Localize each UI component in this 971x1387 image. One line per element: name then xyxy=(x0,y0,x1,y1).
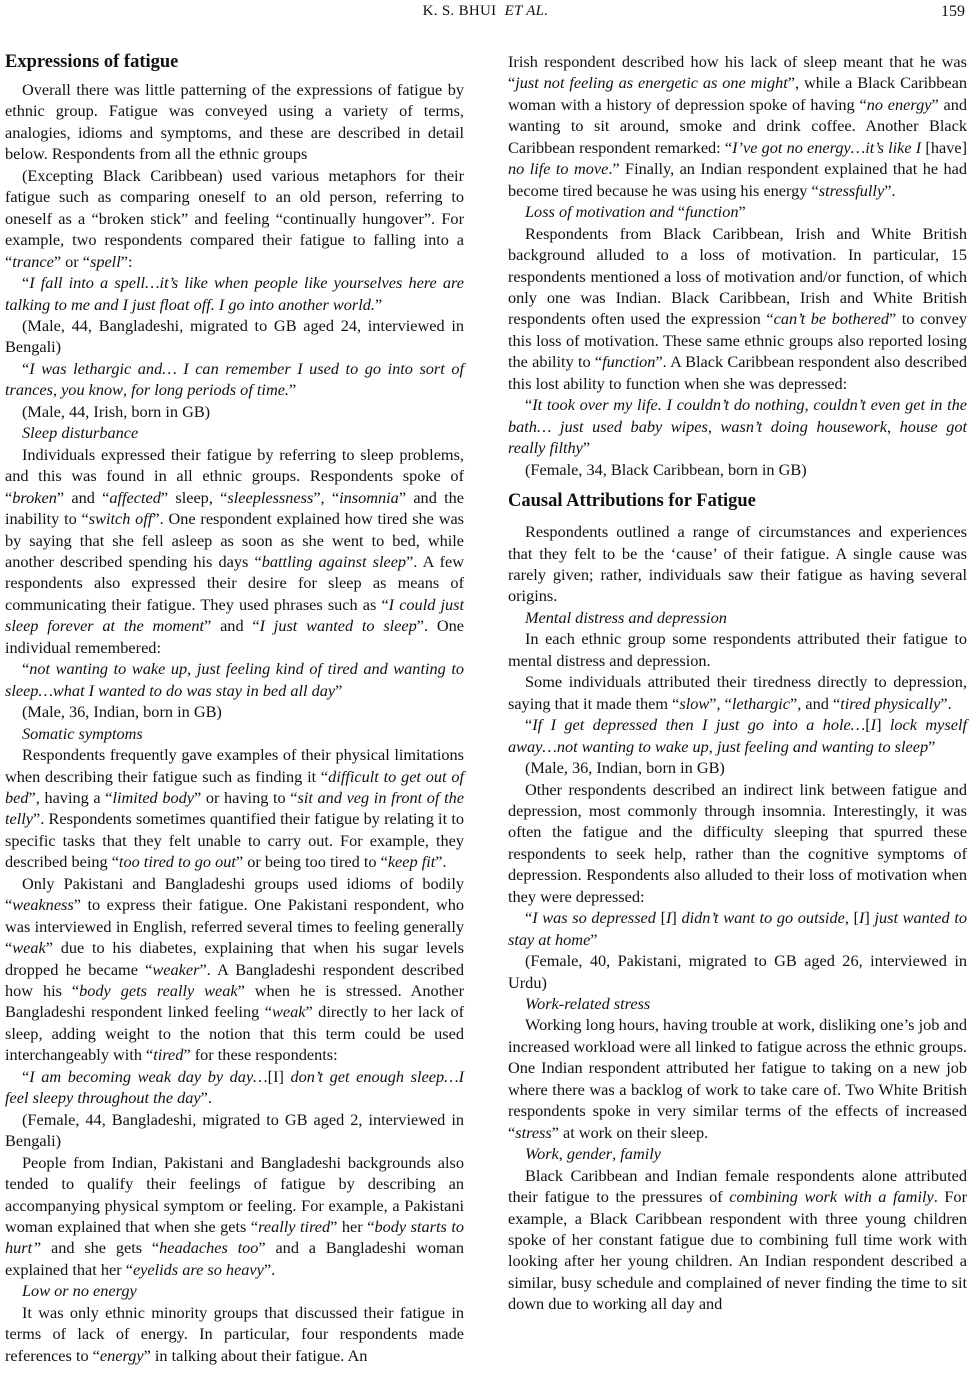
italic-text: If I get depressed then I just go into a hole… xyxy=(532,715,866,735)
text-run: Individuals expressed their fatigue by referring to sleep problems, and this was found in all ethnic groups. Respondents spoke of “ xyxy=(5,444,464,507)
text-run: Some individuals attributed their tiredness directly to depression, saying that it made them “ xyxy=(508,672,967,713)
italic-text: sleeplessness xyxy=(227,487,314,507)
text-run: People from Indian, Pakistani and Bangladeshi backgrounds also tended to qualify their feelings of fatigue by describing an accompanying physical symptom or feeling. For example, a Pakistani woman explained that when she gets “ xyxy=(5,1152,464,1237)
italic-text: trance xyxy=(12,251,54,271)
paragraph xyxy=(5,701,464,722)
paragraph xyxy=(5,315,464,358)
paragraph xyxy=(5,1152,464,1281)
text-run: (Male, 44, Bangladeshi, migrated to GB aged 24, interviewed in Bengali) xyxy=(5,315,464,357)
text-run: , xyxy=(52,380,62,400)
text-run: ” due to his diabetes, explaining that when his sugar levels dropped he became “ xyxy=(5,938,464,979)
text-run: (Excepting Black Caribbean) used various metaphors for their fatigue such as comparing oneself to an old person, referring to oneself as a “broken stick” and feeling “continually hungover”. For example, two respondents compared their fatigue to falling into a “ xyxy=(5,165,464,271)
italic-text: can’t be bothered xyxy=(773,309,889,329)
text-run: [I] xyxy=(267,1066,291,1086)
section-heading xyxy=(5,51,464,73)
text-run: ” or having to “ xyxy=(193,787,298,807)
text-run: Respondents outlined a range of circumstances and experiences that they felt to be the ‘cause’ of their fatigue. A single cause was rarely given; rather, individuals saw their fatigue as having several origins. xyxy=(508,522,967,606)
text-run: (Female, 34, Black Caribbean, born in GB) xyxy=(525,459,807,479)
text-run: ” xyxy=(928,736,936,756)
page-number: 159 xyxy=(941,3,965,20)
text-run: ”. xyxy=(263,1259,276,1279)
paragraph xyxy=(5,358,464,401)
text-run: Mental distress and depression xyxy=(525,607,727,627)
paragraph xyxy=(508,779,967,908)
text-run: gender xyxy=(566,1144,613,1164)
italic-text: I was so depressed xyxy=(532,908,656,928)
text-run: ” and a Bangladeshi woman explained that her “ xyxy=(5,1238,465,1279)
italic-text: I xyxy=(858,908,865,928)
subsection-heading xyxy=(5,723,464,744)
text-run: ” xyxy=(289,380,297,400)
text-run: It was only ethnic minority groups that discussed their fatigue in terms of lack of energy. In particular, four respondents made references to “ xyxy=(5,1302,464,1365)
italic-text: I was lethargic and… I can remember I used to go into sort of trances xyxy=(5,358,464,400)
text-run: Work xyxy=(525,1144,559,1164)
text-run: ”. xyxy=(884,180,896,200)
text-run: ” or being too tired to “ xyxy=(235,852,388,872)
italic-text: just wanted to stay at home xyxy=(508,908,967,949)
text-run: , xyxy=(804,395,814,415)
text-run: “ xyxy=(22,273,30,293)
text-run: ” xyxy=(374,294,383,314)
text-run: Respondents from Black Caribbean, Irish and White British background alluded to a loss of motivation. In particular, 15 respondents mentioned a loss of motivation and/or function, of which only one was Indian. Black Caribbean, Irish and White British respondents often used the expression “ xyxy=(508,223,967,329)
upright-text: “ xyxy=(677,202,686,222)
italic-text: weak xyxy=(272,1002,306,1022)
italic-text: tired xyxy=(153,1045,184,1065)
text-run: ”, having a “ xyxy=(28,787,113,807)
italic-text: combining work with a family xyxy=(729,1187,934,1207)
text-run: Only Pakistani and Bangladeshi groups used idioms of bodily “ xyxy=(5,873,464,915)
paragraph xyxy=(508,714,967,757)
italic-text: just not feeling as energetic as one might xyxy=(515,73,788,93)
text-run: [ xyxy=(865,715,871,735)
text-run: ” and the inability to “ xyxy=(5,487,464,529)
author-names: K. S. BHUI xyxy=(422,3,497,19)
paragraph xyxy=(5,1066,464,1109)
text-run: [have] xyxy=(921,137,967,157)
text-run: ” xyxy=(590,929,598,949)
text-run: ] xyxy=(671,908,682,928)
paragraph xyxy=(508,521,967,607)
italic-text: I am becoming weak day by day… xyxy=(29,1066,268,1086)
text-run: ”. One respondent explained how tired she was by saying that she fell asleep as soon as she went to bed, while another described spending his days “ xyxy=(5,509,465,571)
text-run: (Female, 40, Pakistani, migrated to GB aged 26, interviewed in Urdu) xyxy=(508,951,967,992)
text-run: “ xyxy=(22,358,30,378)
text-run: “ xyxy=(525,395,533,415)
italic-text: I fall into a spell…it’s like when people like yourselves here are talking to me and I just float off. I go into another world. xyxy=(5,273,464,314)
text-run: ”. Respondents sometimes quantified their fatigue by relating it to specific tasks that they felt unable to carry out. For example, they described being “ xyxy=(5,809,464,872)
text-run: Working long hours, having trouble at work, disliking one’s job and increased workload were all linked to fatigue across the ethnic groups. One Indian respondent attributed her fatigue to taking on a new job where there was a backlog of work to take care of. Two White British respondents spoke in very similar terms of the effects of increased “ xyxy=(508,1015,967,1142)
text-run: “ xyxy=(22,659,30,679)
paragraph xyxy=(5,1109,464,1152)
italic-text: slow xyxy=(679,693,710,713)
italic-text: just feeling and wanting to sleep xyxy=(716,736,929,756)
text-run: ” or “ xyxy=(53,251,90,271)
text-run: Expressions of fatigue xyxy=(5,52,179,72)
italic-text: stress xyxy=(515,1122,552,1142)
text-run: ” and “ xyxy=(56,487,110,507)
text-run: Black Caribbean and Indian female respondents alone attributed their fatigue to the pressures of xyxy=(508,1165,967,1207)
text-run: ” for these respondents: xyxy=(183,1045,338,1065)
paragraph xyxy=(5,873,464,1066)
subsection-heading xyxy=(5,422,464,443)
text-run: , xyxy=(708,736,717,756)
paragraph xyxy=(508,223,967,395)
italic-text: not wanting to wake up xyxy=(29,659,188,679)
text-run: ” at work on their sleep. xyxy=(551,1122,709,1142)
paragraph xyxy=(5,401,464,422)
italic-text: function xyxy=(602,352,656,372)
text-run: ”, “ xyxy=(709,693,732,713)
text-run: , [ xyxy=(844,908,859,928)
italic-text: couldn’t even get in the bath… just used baby wipes xyxy=(508,395,968,436)
section-heading xyxy=(508,490,967,512)
text-run: Somatic symptoms xyxy=(22,723,143,743)
text-run: ] xyxy=(864,908,875,928)
italic-text: I xyxy=(870,715,877,735)
paragraph xyxy=(508,907,967,950)
subsection-heading xyxy=(508,201,967,222)
italic-text: stressfully xyxy=(818,180,885,200)
text-run: ”. xyxy=(940,693,952,713)
text-run: Other respondents described an indirect link between fatigue and depression, most commonly through insomnia. Interestingly, it was often the fatigue and the difficulty sleeping that spurred these respondents to seek help, rather than the cognitive symptoms of depression. Respondents also alluded to their loss of motivation when they were depressed: xyxy=(508,779,967,906)
text-run: “ xyxy=(22,1066,30,1086)
italic-text: no energy xyxy=(866,94,932,114)
text-run: ” her “ xyxy=(330,1217,375,1237)
text-run: Loss of motivation and xyxy=(525,202,678,222)
text-run: ” when he is stressed. Another Bangladeshi respondent linked feeling “ xyxy=(5,981,465,1022)
italic-text: energy xyxy=(99,1345,144,1365)
text-run: , xyxy=(886,416,900,436)
italic-text: for long periods of time. xyxy=(131,380,290,400)
text-run: .” Finally, an Indian respondent explained that he had become tired because he was using his energy “ xyxy=(508,159,968,200)
italic-text: weaker xyxy=(152,959,200,979)
paragraph xyxy=(5,744,464,873)
text-run: ” sleep, “ xyxy=(160,487,228,507)
text-run: ” and wanting to sit around, smoke and drink coffee. Another Black Caribbean respondent remarked: “ xyxy=(508,94,967,157)
paragraph xyxy=(508,950,967,993)
italic-text: insomnia xyxy=(339,487,399,507)
text-run: ” directly to her lack of sleep, adding weight to the notion that this term could be used interchangeably with “ xyxy=(5,1002,465,1065)
paragraph xyxy=(508,671,967,714)
upright-text: , xyxy=(612,1144,621,1164)
text-run: function xyxy=(685,202,739,222)
left-column xyxy=(5,51,464,1366)
text-run: ”. A Black Caribbean respondent also described this lost ability to function when she was depressed: xyxy=(508,352,968,393)
text-run: Irish respondent described how his lack of sleep meant that he was “ xyxy=(508,52,967,93)
italic-text: limited body xyxy=(112,787,194,807)
text-run: ”, and “ xyxy=(790,693,841,713)
italic-text: It took over my life. I couldn’t do nothing xyxy=(532,395,805,415)
italic-text: just feeling kind of tired and wanting to sleep…what I wanted to do was stay in bed all day xyxy=(5,659,465,700)
paragraph xyxy=(5,658,464,701)
text-run: ”. One individual remembered: xyxy=(5,616,464,657)
text-run: Sleep disturbance xyxy=(22,423,139,443)
text-run: Causal Attributions for Fatigue xyxy=(508,491,756,512)
italic-text: you know xyxy=(61,380,124,400)
text-run: Respondents frequently gave examples of their physical limitations when describing their fatigue such as finding it “ xyxy=(5,745,464,786)
paragraph xyxy=(508,1014,967,1143)
italic-text: don’t get enough sleep…I feel sleepy throughout the day xyxy=(5,1066,464,1108)
italic-text: didn’t want to go outside xyxy=(681,908,845,928)
italic-text: too tired to go out xyxy=(118,852,236,872)
italic-text: no life to move xyxy=(508,159,609,179)
italic-text: sit and veg in front of the telly xyxy=(5,787,464,829)
text-run: ” xyxy=(335,680,343,700)
italic-text: weak xyxy=(12,938,46,958)
italic-text: weakness xyxy=(12,895,74,915)
upright-text: ” xyxy=(738,202,746,222)
text-run: ” xyxy=(582,438,591,458)
italic-text: switch off xyxy=(88,509,153,529)
text-run: (Male, 36, Indian, born in GB) xyxy=(525,758,725,778)
text-run: [ xyxy=(655,908,666,928)
italic-text: I xyxy=(666,908,672,928)
right-column xyxy=(508,51,967,1315)
italic-text: I just wanted to sleep xyxy=(259,616,417,636)
paragraph xyxy=(5,79,464,165)
paragraph xyxy=(5,1302,464,1366)
text-run: Work-related stress xyxy=(525,994,651,1014)
italic-text: I’ve got no energy…it’s like I xyxy=(732,137,922,157)
italic-text: broken xyxy=(12,487,57,507)
text-run: , xyxy=(187,659,197,679)
italic-text: headaches too xyxy=(159,1238,259,1258)
text-run: (Female, 44, Bangladeshi, migrated to GB aged 2, interviewed in Bengali) xyxy=(5,1109,464,1151)
text-run: (Male, 44, Irish, born in GB) xyxy=(22,401,211,421)
text-run: ”, “ xyxy=(313,487,340,507)
italic-text: lock myself away…not wanting to wake up xyxy=(508,715,967,756)
italic-text: difficult to get out of bed xyxy=(5,766,465,807)
paragraph xyxy=(508,394,967,458)
text-run: ”, while a Black Caribbean woman with a history of depression spoke of having “ xyxy=(508,73,968,114)
italic-text: wasn’t doing housework xyxy=(720,416,887,436)
text-run: ”. A Bangladeshi respondent described how his “ xyxy=(5,959,465,1001)
paragraph xyxy=(5,165,464,272)
text-run: Overall there was little patterning of the expressions of fatigue by ethnic group. Fatigue was conveyed using a variety of terms, analogies, idioms and symptoms, and these are described in detail below. Respondents from all the ethnic groups xyxy=(5,80,464,164)
italic-text: really tired xyxy=(258,1217,331,1237)
text-run: and she gets “ xyxy=(41,1238,160,1258)
text-run: In each ethnic group some respondents attributed their fatigue to mental distress and depression. xyxy=(508,629,967,670)
text-run: , xyxy=(707,416,721,436)
text-run: ”: xyxy=(120,251,133,271)
text-run: , xyxy=(123,380,132,400)
italic-text: keep fit xyxy=(387,852,436,872)
italic-text: tired physically xyxy=(840,693,941,713)
italic-text: eyelids are so heavy xyxy=(132,1259,264,1279)
italic-text: battling against sleep xyxy=(261,551,407,571)
upright-text: , xyxy=(558,1144,567,1164)
paragraph xyxy=(508,459,967,480)
text-run: family xyxy=(620,1144,661,1164)
paragraph xyxy=(5,444,464,659)
text-run: ” and “ xyxy=(204,616,260,636)
running-header-authors xyxy=(0,3,971,20)
paragraph xyxy=(508,757,967,778)
text-run: ”. A few respondents also expressed their desire for sleep as means of communicating their fatigue. They used phrases such as “ xyxy=(5,551,464,614)
text-run: “ xyxy=(525,908,533,928)
subsection-heading xyxy=(508,1143,967,1164)
et-al: ET AL. xyxy=(504,3,549,19)
text-run: ] xyxy=(876,715,890,735)
subsection-heading xyxy=(5,1280,464,1301)
italic-text: body gets really weak xyxy=(79,981,238,1001)
italic-text: spell xyxy=(89,251,121,271)
paragraph xyxy=(508,51,967,201)
italic-text: affected xyxy=(109,487,161,507)
text-run: Low or no energy xyxy=(22,1281,137,1301)
text-run: ” in talking about their fatigue. An xyxy=(143,1345,368,1365)
italic-text: I could just sleep forever at the moment xyxy=(5,594,464,636)
text-run: ”. xyxy=(435,852,447,872)
running-header xyxy=(0,0,971,24)
text-run: (Male, 36, Indian, born in GB) xyxy=(22,702,222,722)
italic-text: lethargic xyxy=(731,693,791,713)
text-run: ” to express their fatigue. One Pakistani respondent, who was interviewed in English, referred several times to feeling generally “ xyxy=(5,895,464,958)
subsection-heading xyxy=(508,607,967,628)
paragraph xyxy=(508,628,967,671)
italic-text: house got really filthy xyxy=(508,416,968,458)
text-run: “ xyxy=(525,715,533,735)
subsection-heading xyxy=(508,993,967,1014)
text-run: . For example, a Black Caribbean respondent with three young children spoke of her constant fatigue due to combining full time work with looking after her young children. An Indian respondent described a similar, busy schedule and complained of never finding the time to sit down due to working all day and xyxy=(508,1187,967,1314)
text-run: ”. xyxy=(200,1088,212,1108)
italic-text: body starts to hurt” xyxy=(5,1217,464,1258)
text-run: ” to convey this loss of motivation. These same ethnic groups also reported losing the ability to “ xyxy=(508,309,967,372)
paragraph xyxy=(5,272,464,315)
paragraph xyxy=(508,1165,967,1315)
